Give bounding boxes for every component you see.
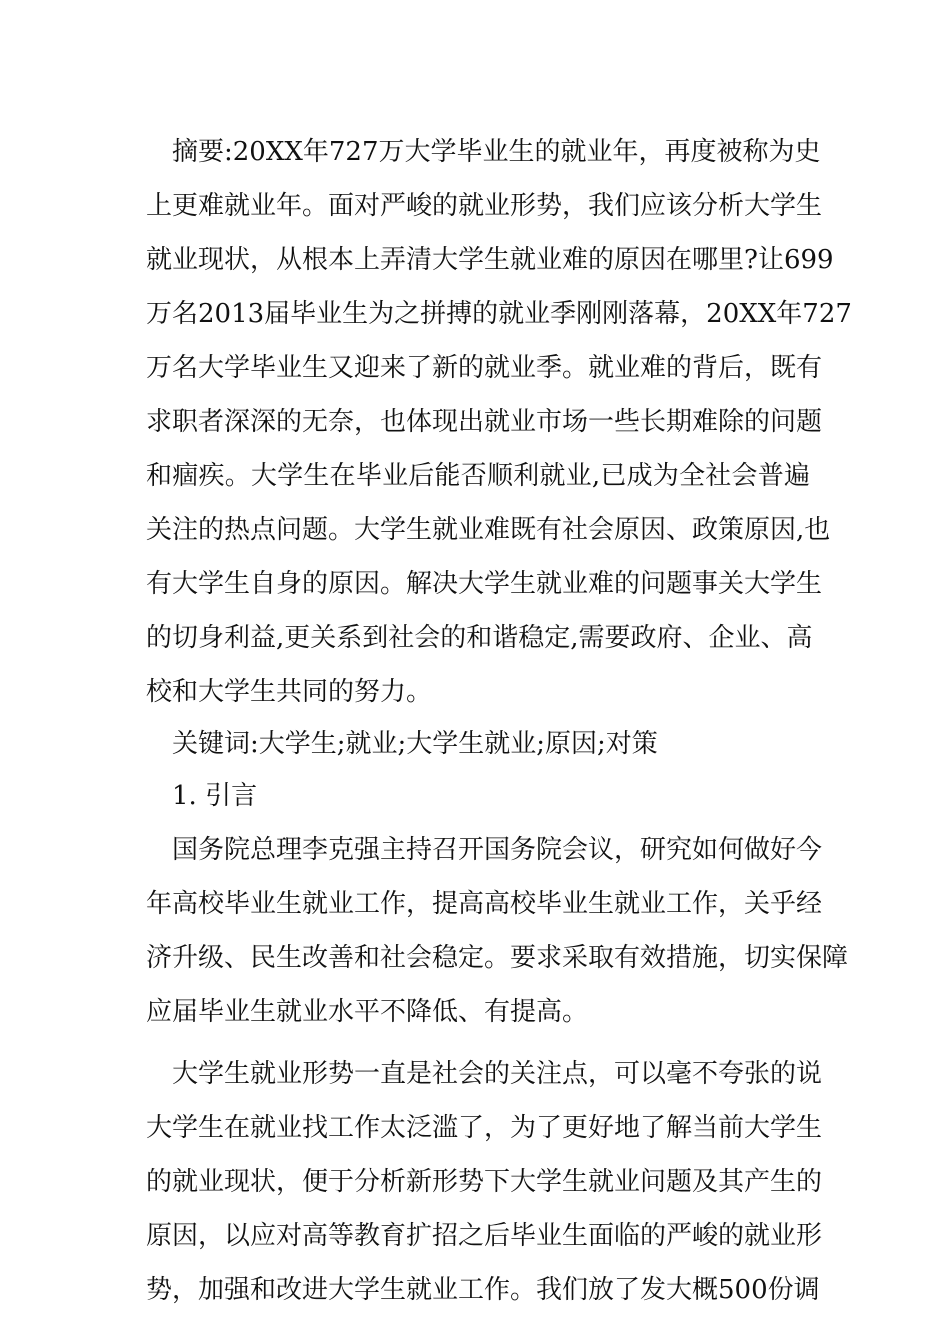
- abstract-line: 有大学生自身的原因。解决大学生就业难的问题事关大学生: [146, 569, 823, 599]
- paragraph-line: 国务院总理李克强主持召开国务院会议，研究如何做好今: [172, 835, 823, 865]
- paragraph-line: 势，加强和改进大学生就业工作。我们放了发大概500份调: [146, 1275, 820, 1305]
- paragraph-line: 年高校毕业生就业工作，提高高校毕业生就业工作，关乎经: [146, 889, 823, 919]
- abstract-line: 上更难就业年。面对严峻的就业形势，我们应该分析大学生: [146, 191, 823, 221]
- paragraph-line: 应届毕业生就业水平不降低、有提高。: [146, 997, 589, 1027]
- keywords-line: 关键词:大学生;就业;大学生就业;原因;对策: [172, 729, 658, 759]
- paragraph-line: 大学生在就业找工作太泛滥了，为了更好地了解当前大学生: [146, 1113, 823, 1143]
- paragraph-line: 大学生就业形势一直是社会的关注点，可以毫不夸张的说: [172, 1059, 823, 1089]
- abstract-line: 求职者深深的无奈，也体现出就业市场一些长期难除的问题: [146, 407, 823, 437]
- abstract-line: 摘要:20XX年727万大学毕业生的就业年，再度被称为史: [172, 137, 821, 167]
- abstract-line: 关注的热点问题。大学生就业难既有社会原因、政策原因,也: [146, 515, 831, 545]
- section-heading: 1. 引言: [172, 781, 258, 811]
- abstract-line: 校和大学生共同的努力。: [146, 677, 433, 707]
- abstract-line: 就业现状，从根本上弄清大学生就业难的原因在哪里?让699: [146, 245, 834, 275]
- abstract-line: 万名2013届毕业生为之拼搏的就业季刚刚落幕，20XX年727: [146, 299, 852, 329]
- paragraph-line: 济升级、民生改善和社会稳定。要求采取有效措施，切实保障: [146, 943, 849, 973]
- abstract-line: 万名大学毕业生又迎来了新的就业季。就业难的背后，既有: [146, 353, 823, 383]
- abstract-line: 和痼疾。大学生在毕业后能否顺利就业,已成为全社会普遍: [146, 461, 810, 491]
- paragraph-line: 的就业现状，便于分析新形势下大学生就业问题及其产生的: [146, 1167, 823, 1197]
- abstract-line: 的切身利益,更关系到社会的和谐稳定,需要政府、企业、高: [146, 623, 813, 653]
- paragraph-line: 原因，以应对高等教育扩招之后毕业生面临的严峻的就业形: [146, 1221, 823, 1251]
